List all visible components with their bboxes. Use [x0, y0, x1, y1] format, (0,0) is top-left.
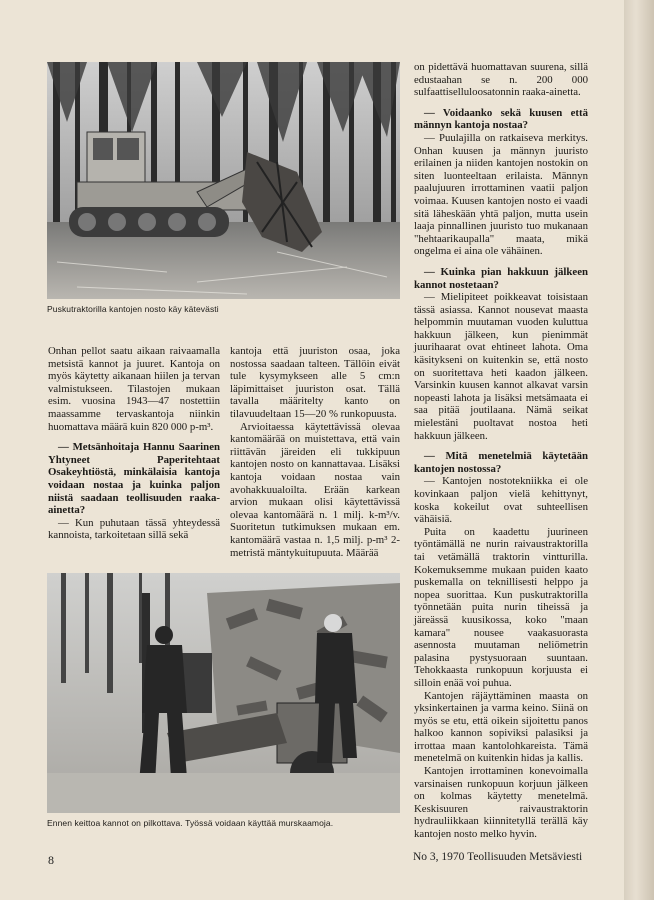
- body-paragraph: on pidettävä huomattavan suurena, sillä edustaahan se n. 200 000 sulfaattiselluloosatonnin raaka-ainetta.: [414, 61, 588, 99]
- column-2: [230, 345, 400, 559]
- question-paragraph: — Voidaanko sekä kuusen että männyn kantoja nostaa?: [414, 106, 588, 132]
- question-paragraph: — Mitä menetelmiä käytetään kantojen nostossa?: [414, 450, 588, 475]
- body-paragraph: Kantojen irrottaminen konevoimalla varsinaisen runkopuun korjuun jälkeen on kolmas käytetty menetelmä. Keskisuuren raivaustraktorin hydrauliikkaan kiinnitetyllä terällä käy kantojen nosto melko hyvin.: [414, 765, 588, 841]
- body-paragraph: — Mielipiteet poikkeavat toisistaan tässä asiassa. Kannot nousevat maasta helpommin muutaman vuoden kuluttua hakkuun jälkeen, kun pienimmät juurihaarat ovat ehtineet lahota. Oma käsitykseni on kuitenkin se, että nosto on suoritettava heti kaadon jälkeen. Varsinkin kuusen kannot alkavat varsin nopeasti lahota ja lisäksi metsämaata ei saa pitää joutilaana. Nämä seikat mielestäni puoltavat nostoa heti hakkuun jälkeen.: [414, 291, 588, 442]
- page-gutter: [624, 0, 654, 900]
- question-paragraph: — Metsänhoitaja Hannu Saarinen Yhtyneet Paperitehtaat Osakeyhtiöstä, minkälaisia kantoja voidaan nostaa ja kuinka paljon niistä saadaan teollisuuden raaka-ainetta?: [48, 441, 220, 517]
- body-paragraph: Onhan pellot saatu aikaan raivaamalla metsistä kannot ja juuret. Kantoja on myös käytetty aikanaan hiilen ja tervan valmistukseen. Tilastojen mukaan esim. vuosina 1943—47 nostettiin maassamme tervaskantoja niinkin huomattava määrä kuin 820 000 p-m³.: [48, 345, 220, 433]
- page-number: 8: [48, 853, 54, 867]
- body-paragraph: Kantojen räjäyttäminen maasta on yksinkertainen ja varma keino. Siinä on myös se etu, että oikein sijoitettu panos halkoo kannon sopiviksi palasiksi ja irrottaa maan kantolohkareista. Tämä menetelmä on kuitenkin hidas ja kallis.: [414, 689, 588, 765]
- bulldozer-photo-icon: [47, 62, 400, 299]
- top-photo-caption: Puskutraktorilla kantojen nosto käy kätevästi: [47, 304, 219, 314]
- body-paragraph: — Kun puhutaan tässä yhteydessä kannoista, tarkoitetaan sillä sekä: [48, 516, 220, 542]
- bulldozer-photo: [47, 62, 400, 299]
- issue-line: No 3, 1970 Teollisuuden Metsäviesti: [413, 851, 583, 863]
- column-1: [48, 345, 220, 542]
- stump-splitting-photo: [47, 573, 400, 813]
- body-paragraph: Puita on kaadettu juurineen työntämällä ne nurin raivaustraktorilla tai vetämällä traktorin vintturilla. Kokemuksemme mukaan puiden kaato puskemalla on teknillisesti helppo ja nopea suorittaa. Kun puskutraktorilla työnnetään puita nurin tiheissä ja järeässä kuusikossa, koko "maan kamara" nousee vaakasuorasta asennosta muutaman neliömetrin palasina pystysuoraan suuntaan. Tehokkaasta runkopuun korjuusta ei silloin enää voi puhua.: [414, 525, 588, 689]
- question-paragraph: — Kuinka pian hakkuun jälkeen kannot nostetaan?: [414, 265, 588, 291]
- stump-splitting-photo-icon: [47, 573, 400, 813]
- body-paragraph: kantoja että juuriston osaa, joka nostossa saadaan talteen. Tällöin eivät tule kysymykseen alle 5 cm:n läpimittaiset juuriston osat. Tällä tavalla määritelty kanto on tilavuudeltaan 15—20 % runkopuusta.: [230, 345, 400, 420]
- body-paragraph: — Puulajilla on ratkaiseva merkitys. Onhan kuusen ja männyn juuristo erilainen ja niiden kantojen nostokin on siten luonteeltaan erilaista. Männyn paalujuuren irrottaminen vaatii paljon voimaa. Kuusen kantojen nosto ei vaadi sitä läheskään yhtä paljon, mutta usein laaja pinnallinen juuristo tuo mukanaan "hehtaarikaupalla" maata, mikä ongelma ei aina ole vähäinen.: [414, 131, 588, 258]
- column-3: [414, 61, 588, 841]
- bottom-photo-caption: Ennen keittoa kannot on pilkottava. Työssä voidaan käyttää murskaamoja.: [47, 818, 334, 828]
- body-paragraph: Arvioitaessa käytettävissä olevaa kantomäärää on muistettava, että vain riittävän järeiden eli tukkipuun kantojen nosto on kannattavaa. Lisäksi kantoja voidaan nostaa vain avohakkuualoilta. Erään karkean arvion mukaan olisi käytettävissä olevaa kantomäärä n. 1 milj. k-m³/v. Suoritetun tutkimuksen mukaan em. kantomäärä vastaa n. 1,5 milj. p-m³ 2-metristä mäntykuitupuuta. Määrää: [230, 420, 400, 559]
- body-paragraph: — Kantojen nostotekniikka ei ole kovinkaan paljon vielä kehittynyt, koska kokeilut ovat suhteellisen vähäisiä.: [414, 475, 588, 526]
